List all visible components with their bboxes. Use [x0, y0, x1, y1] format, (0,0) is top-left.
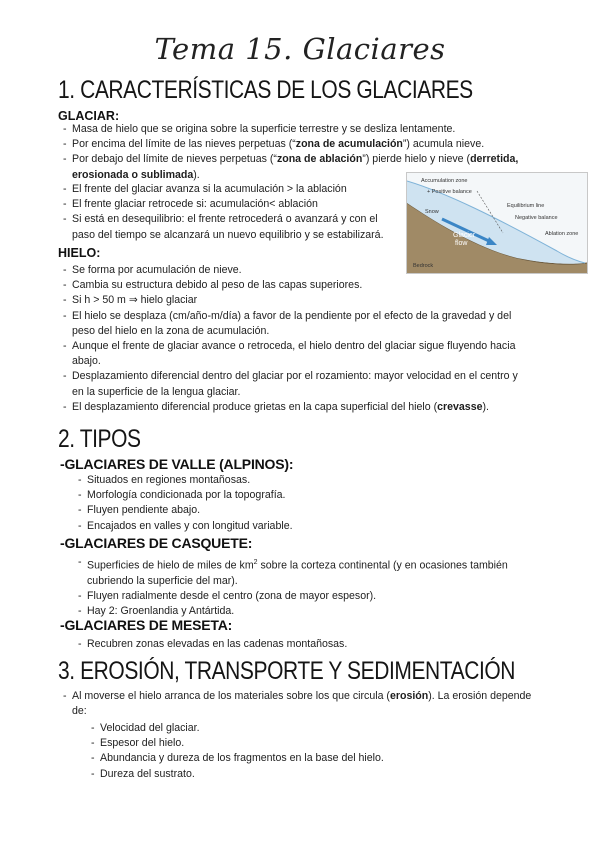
list-item-text: El desplazamiento diferencial produce grietas en la capa superficial del hielo ( — [72, 400, 438, 413]
meseta-list — [78, 637, 518, 652]
label-bedrock: Bedrock — [413, 263, 434, 269]
list-item — [78, 589, 510, 604]
list-item — [78, 473, 518, 488]
casquete-label: -GLACIARES DE CASQUETE: — [60, 535, 253, 551]
list-item-text: Situados en regiones montañosas. — [87, 474, 251, 486]
list-item-text: sobre la corteza continental (y en ocasiones también cubriendo la superficie del mar). — [87, 559, 508, 587]
list-item-text: Cambia su estructura debido al peso de las capas superiores. — [72, 279, 363, 292]
glaciar-list-cont — [63, 182, 403, 243]
list-item-text: Si está en desequilibrio: el frente retrocederá o avanzará y con el paso del tiempo se alcanzará un nuevo equilibrio y se estabilizará. — [72, 213, 384, 241]
list-item-text: Recubren zonas elevadas en las cadenas montañosas. — [87, 638, 348, 650]
list-item-text: Fluyen radialmente desde el centro (zona de mayor espesor). — [87, 589, 377, 602]
list-item — [78, 637, 518, 652]
list-item-text: El frente glaciar retrocede si: acumulación< ablación — [72, 198, 318, 211]
list-item-text: Abundancia y dureza de los fragmentos en la base del hielo. — [100, 752, 384, 765]
list-item — [63, 369, 528, 399]
implies-arrow-icon: ⇒ — [128, 294, 138, 307]
label-snow: Snow — [425, 209, 439, 215]
label-accumulation-zone: Accumulation zone — [421, 178, 468, 184]
glacier-diagram-svg — [407, 173, 587, 273]
list-item — [63, 197, 403, 212]
list-item-text: Encajados en valles y con longitud variable. — [87, 519, 293, 532]
bold-term: crevasse — [437, 400, 483, 413]
glacier-diagram — [406, 172, 588, 274]
list-item-text: Hay 2: Groenlandia y Antártida. — [87, 605, 235, 618]
list-item-text: El frente del glaciar avanza si la acumulación > la ablación — [72, 183, 347, 195]
list-item — [91, 721, 521, 736]
list-item — [78, 488, 518, 503]
list-item — [63, 339, 528, 369]
list-item-text: El hielo se desplaza (cm/año-m/día) a favor de la pendiente por el efecto de la gravedad y del peso del hielo en la zona de acumulación. — [72, 309, 512, 337]
list-item — [63, 182, 403, 197]
hielo-list — [63, 263, 528, 415]
glaciar-label: GLACIAR: — [58, 109, 120, 123]
section1-heading: 1. CARACTERÍSTICAS DE LOS GLACIARES — [58, 76, 473, 104]
erosion-factors-list — [91, 721, 521, 782]
list-item — [63, 293, 528, 308]
list-item-text: ). — [482, 400, 489, 413]
label-ablation-zone: Ablation zone — [545, 231, 579, 237]
list-item-text: Masa de hielo que se origina sobre la superficie terrestre y se desliza lentamente. — [72, 123, 456, 135]
section2-heading: 2. TIPOS — [58, 425, 141, 453]
list-item-text: Superficies de hielo de miles de km — [87, 559, 254, 572]
label-positive-balance: + Positive balance — [427, 189, 472, 195]
list-item — [91, 751, 521, 766]
list-item — [91, 736, 521, 751]
list-item-text: ”) acumula nieve. — [402, 138, 485, 151]
list-item — [63, 263, 528, 278]
list-item-text: ). — [193, 168, 200, 181]
list-item — [78, 519, 518, 534]
casquete-list — [78, 555, 510, 619]
list-item-text: Por encima del límite de las nieves perpetuas (“ — [72, 138, 296, 151]
list-item — [63, 278, 528, 293]
superscript: 2 — [253, 559, 258, 566]
bold-term: zona de acumulación — [295, 138, 403, 151]
list-item-text: ). La erosión depende de: — [72, 690, 532, 718]
list-item-text: hielo glaciar — [137, 294, 198, 307]
hielo-label: HIELO: — [58, 246, 101, 260]
list-item — [63, 122, 543, 137]
list-item-text: Dureza del sustrato. — [100, 767, 195, 780]
label-negative-balance: Negative balance — [515, 215, 558, 221]
list-item — [91, 767, 521, 782]
section3-heading: 3. EROSIÓN, TRANSPORTE Y SEDIMENTACIÓN — [58, 657, 516, 685]
list-item-text: Por debajo del límite de nieves perpetuas (“ — [72, 153, 277, 166]
valle-label: -GLACIARES DE VALLE (ALPINOS): — [60, 456, 294, 472]
list-item-text: Desplazamiento diferencial dentro del glaciar por el rozamiento: mayor velocidad en el centro y en la superficie de la lengua glaciar. — [72, 370, 518, 398]
page-title: Tema 15. Glaciares — [154, 32, 446, 66]
list-item-text: ”) pierde hielo y nieve ( — [362, 153, 471, 166]
list-item-text: Al moverse el hielo arranca de los materiales sobre los que circula ( — [72, 690, 390, 702]
list-item — [78, 555, 510, 589]
bold-term: derretida, erosionada o sublimada — [72, 153, 519, 181]
list-item-text: Espesor del hielo. — [100, 737, 185, 750]
list-item — [63, 309, 528, 339]
list-item — [63, 212, 403, 242]
valle-list — [78, 473, 518, 534]
list-item-text: Fluyen pendiente abajo. — [87, 504, 201, 517]
list-item-text: Velocidad del glaciar. — [100, 722, 200, 734]
list-item-text: Aunque el frente de glaciar avance o retroceda, el hielo dentro del glaciar sigue fluyendo hacia abajo. — [72, 340, 516, 368]
label-flow: flow — [455, 240, 468, 247]
label-glacier: Glacier — [453, 232, 476, 239]
list-item-text: Si h > 50 m — [72, 294, 129, 307]
label-equilibrium-line: Equilibrium line — [507, 203, 545, 209]
list-item — [63, 689, 533, 719]
erosion-list — [63, 689, 533, 719]
bold-term: erosión — [389, 690, 429, 702]
list-item — [63, 400, 528, 415]
list-item — [63, 137, 543, 152]
list-item-text: Morfología condicionada por la topografía. — [87, 489, 286, 502]
list-item — [78, 503, 518, 518]
meseta-label: -GLACIARES DE MESETA: — [60, 617, 233, 633]
bold-term: zona de ablación — [276, 153, 363, 166]
list-item-text: Se forma por acumulación de nieve. — [72, 264, 242, 276]
